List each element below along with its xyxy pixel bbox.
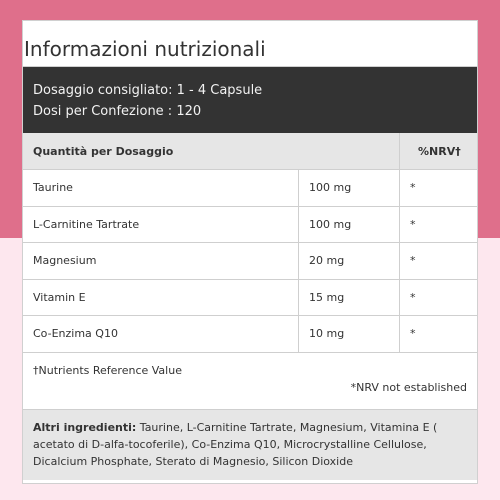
ingredient-nrv: * — [410, 327, 416, 341]
nutrition-panel — [22, 20, 478, 484]
ingredient-name: Vitamin E — [23, 280, 299, 316]
ingredient-name: L-Carnitine Tartrate — [23, 207, 299, 243]
dosage-text: Dosaggio consigliato: 1 - 4 Capsule — [33, 83, 263, 98]
dosage-summary — [23, 67, 477, 133]
ingredient-nrv: * — [410, 290, 416, 304]
table-row — [23, 280, 477, 317]
ingredient-nrv: * — [410, 254, 416, 268]
ingredient-name: Magnesium — [23, 243, 299, 279]
ingredient-nrv: * — [410, 181, 416, 195]
ingredient-amount: 100 mg — [299, 207, 400, 243]
header-quantity: Quantità per Dosaggio — [23, 133, 400, 169]
ingredient-amount: 15 mg — [299, 280, 400, 316]
nrv-reference-note: †Nutrients Reference Value — [33, 363, 182, 377]
panel-title: Informazioni nutrizionali — [23, 21, 477, 67]
doses-per-pack-text: Dosi per Confezione : 120 — [33, 104, 202, 119]
ingredient-name: Taurine — [23, 170, 299, 206]
ingredient-nrv: * — [410, 217, 416, 231]
other-ingredients-label: Altri ingredienti: — [33, 420, 137, 434]
other-ingredients-text: Taurine, L-Carnitine Tartrate, Magnesium, Vitamina E ( acetato di D-alfa-tocoferile), Co-Enzima Q10, Microcrystalline Cellulose, Dicalcium Phosphate, Sterato di Magnesio, Silicon Dioxide — [33, 420, 438, 468]
ingredient-name: Co-Enzima Q10 — [23, 316, 299, 352]
table-row — [23, 316, 477, 353]
ingredient-amount: 20 mg — [299, 243, 400, 279]
nrv-not-established-note: *NRV not established — [350, 380, 467, 394]
header-nrv: %NRV† — [418, 144, 461, 158]
table-row — [23, 170, 477, 207]
footnotes — [23, 353, 477, 410]
table-row — [23, 243, 477, 280]
ingredient-amount: 10 mg — [299, 316, 400, 352]
other-ingredients — [23, 410, 477, 480]
ingredient-amount: 100 mg — [299, 170, 400, 206]
table-row — [23, 207, 477, 244]
table-header — [23, 133, 477, 170]
